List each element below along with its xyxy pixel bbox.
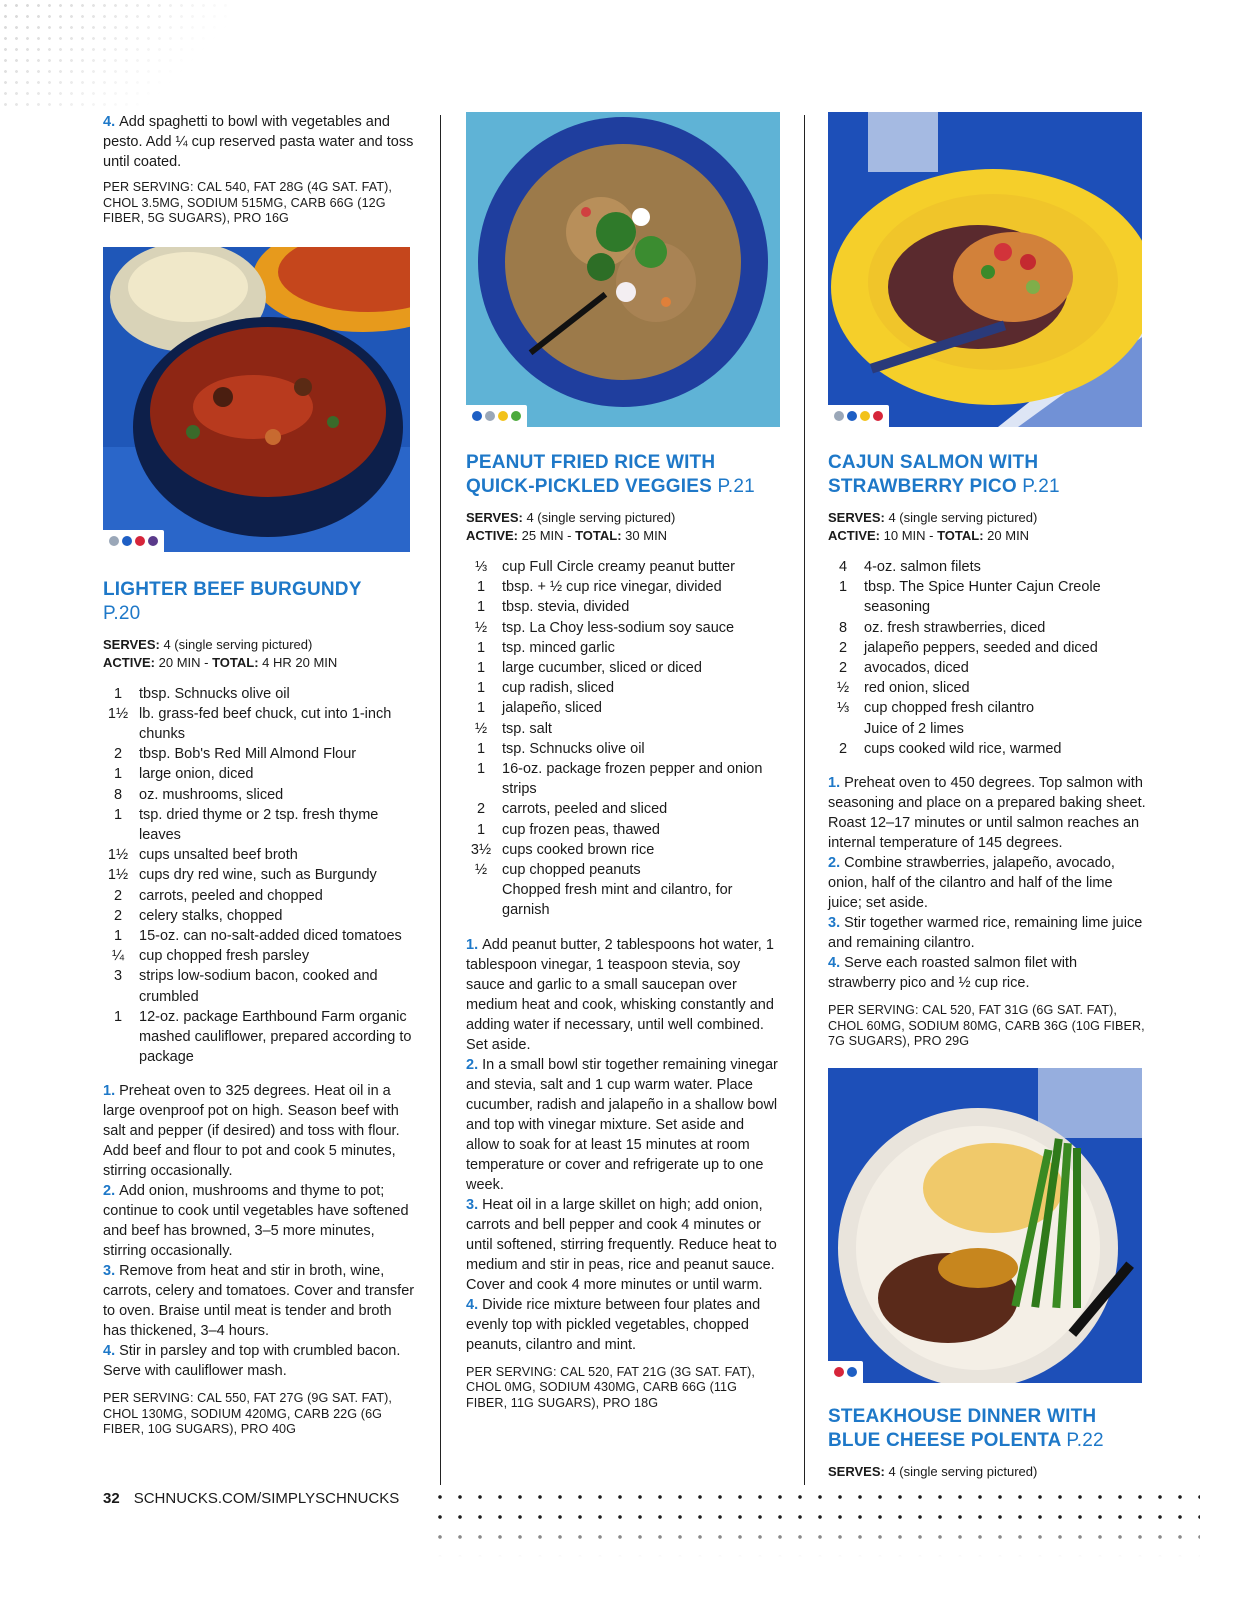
page-reference: P.21 — [717, 476, 755, 497]
ingredient: Juice of 2 limes — [864, 720, 964, 737]
page-reference: P.21 — [1022, 476, 1060, 497]
intro-nutrition: PER SERVING: CAL 540, FAT 28G (4G SAT. FAT), CHOL 3.5MG, SODIUM 515MG, CARB 66G (12G FIBER, 5G SUGARS), PRO 16G — [103, 180, 393, 225]
steakhouse-dinner-photo — [828, 1068, 1142, 1383]
direction-step: 2. In a small bowl stir together remaining vinegar and stevia, salt and 1 cup warm water. Place cucumber, radish and jalapeño in a shallow bowl and top with vinegar mixture. Set aside and allow to soak for at least 15 minutes at room temperature or cover and refrigerate up to one week. — [466, 1056, 778, 1193]
dietary-tags — [828, 405, 889, 427]
ingredient: ⅓ cup chopped fresh cilantro — [836, 700, 1035, 717]
direction-step: 3. Heat oil in a large skillet on high; add onion, carrots and bell pepper and cook 4 minutes or until softened, stirring frequently. Reduce heat to medium and stir in peas, rice and peanut sauce. Cover and cook 4 more minutes or until warm. — [466, 1196, 777, 1293]
ingredient: 1 cup frozen peas, thawed — [476, 821, 660, 838]
tag-dot-red — [834, 1367, 844, 1377]
direction-step: 4. Divide rice mixture between four plates and evenly top with pickled vegetables, chopped peanuts, cilantro and mint. — [466, 1296, 761, 1353]
dietary-tags — [103, 530, 164, 552]
serves-line: SERVES: 4 (single serving pictured) — [103, 636, 313, 652]
time-line: ACTIVE: 25 MIN - TOTAL: 30 MIN — [466, 528, 668, 543]
recipe-title: CAJUN SALMON WITH STRAWBERRY PICO P.21 — [828, 452, 1060, 497]
ingredient: ⅓ cup Full Circle creamy peanut butter — [474, 559, 735, 575]
ingredient: 1½ lb. grass-fed beef chuck, cut into 1-inch chunks — [107, 705, 392, 742]
nutrition-info: PER SERVING: CAL 520, FAT 31G (6G SAT. FAT), CHOL 60MG, SODIUM 80MG, CARB 36G (10G FIBER, 7G SUGARS), PRO 29G — [828, 1003, 1145, 1049]
tag-dot-gray — [834, 411, 844, 421]
directions — [828, 773, 1148, 993]
column-peanut-fried-rice — [466, 112, 781, 1411]
tag-dot-gray — [485, 411, 495, 421]
ingredient: 2 carrots, peeled and chopped — [113, 887, 323, 904]
cajun-salmon-photo — [828, 112, 1142, 427]
tag-dot-blue — [847, 1367, 857, 1377]
dietary-tags — [828, 1361, 863, 1383]
ingredient: 1 large onion, diced — [113, 766, 254, 783]
tag-dot-yellow — [498, 411, 508, 421]
ingredient: 1 15-oz. can no-salt-added diced tomatoes — [113, 927, 402, 944]
ingredient: 1 tbsp. The Spice Hunter Cajun Creole seasoning — [838, 579, 1101, 616]
ingredient-list — [828, 557, 1148, 759]
recipe-title: LIGHTER BEEF BURGUNDY P.20 — [103, 578, 362, 624]
column-beef-burgundy — [103, 112, 418, 1438]
ingredient: 1 tbsp. + ½ cup rice vinegar, divided — [476, 579, 722, 596]
page-reference: P.20 — [103, 602, 141, 624]
ingredient: ½ red onion, sliced — [836, 680, 970, 697]
direction-step: 1. Preheat oven to 325 degrees. Heat oil in a large ovenproof pot on high. Season beef with salt and pepper (if desired) and toss with flour. Add beef and flour to pot and cook 5 minutes, stirring occasionally. — [103, 1083, 400, 1180]
direction-step: 1. Preheat oven to 450 degrees. Top salmon with seasoning and place on a prepared baking sheet. Roast 12–17 minutes or until salmon reaches an internal temperature of 145 degrees. — [828, 775, 1146, 852]
tag-dot-purple — [148, 536, 158, 546]
time-line: ACTIVE: 20 MIN - TOTAL: 4 HR 20 MIN — [103, 654, 338, 670]
ingredient: 1 12-oz. package Earthbound Farm organic mashed cauliflower, prepared according to package — [113, 1008, 412, 1066]
direction-step: 2. Add onion, mushrooms and thyme to pot; continue to cook until vegetables have softened and beef has browned, 3–5 more minutes, stirring occasionally. — [103, 1183, 409, 1260]
decorative-dot-pattern-bottom — [430, 1487, 1200, 1557]
direction-step: 2. Combine strawberries, jalapeño, avocado, onion, half of the cilantro and half of the lime juice; set aside. — [828, 855, 1115, 912]
intro-step: 4. Add spaghetti to bowl with vegetables and pesto. Add ¼ cup reserved pasta water and toss until coated. — [103, 114, 414, 170]
decorative-dot-pattern-top — [0, 0, 230, 110]
footer-url[interactable]: SCHNUCKS.COM/SIMPLYSCHNUCKS — [133, 1490, 400, 1507]
page-number: 32 — [103, 1490, 120, 1507]
recipe-title: PEANUT FRIED RICE WITH QUICK-PICKLED VEGGIES P.21 — [466, 452, 755, 497]
ingredient: ¼ cup chopped fresh parsley — [111, 948, 310, 965]
serves-line: SERVES: 4 (single serving pictured) — [466, 510, 676, 525]
ingredient: 1 tsp. dried thyme or 2 tsp. fresh thyme leaves — [113, 806, 379, 843]
ingredient: 8 oz. fresh strawberries, diced — [838, 619, 1046, 636]
peanut-fried-rice-photo — [466, 112, 780, 427]
beef-burgundy-photo — [103, 247, 410, 552]
ingredient: 8 oz. mushrooms, sliced — [113, 786, 284, 803]
ingredient: 1 jalapeño, sliced — [476, 700, 602, 717]
tag-dot-gray — [109, 536, 119, 546]
ingredient: 1 cup radish, sliced — [476, 680, 615, 697]
nutrition-info: PER SERVING: CAL 520, FAT 21G (3G SAT. FAT), CHOL 0MG, SODIUM 430MG, CARB 66G (11G FIBER, 11G SUGARS), PRO 18G — [466, 1364, 756, 1410]
ingredient: 1 tsp. Schnucks olive oil — [476, 740, 645, 757]
nutrition-info: PER SERVING: CAL 550, FAT 27G (9G SAT. FAT), CHOL 130MG, SODIUM 420MG, CARB 22G (6G FIBER, 10G SUGARS), PRO 40G — [103, 1391, 393, 1437]
ingredient: 1 large cucumber, sliced or diced — [476, 660, 702, 677]
ingredient-list — [103, 684, 418, 1068]
ingredient: 2 cups cooked wild rice, warmed — [838, 740, 1062, 757]
serves-line: SERVES: 4 (single serving pictured) — [828, 510, 1038, 525]
recipe-title: STEAKHOUSE DINNER WITH BLUE CHEESE POLENTA P.22 — [828, 1405, 1104, 1451]
ingredient: Chopped fresh mint and cilantro, for garnish — [502, 882, 733, 919]
ingredient: 1 tbsp. Schnucks olive oil — [113, 685, 290, 702]
ingredient: 1½ cups unsalted beef broth — [107, 847, 298, 864]
direction-step: 4. Serve each roasted salmon filet with strawberry pico and ½ cup rice. — [828, 955, 1078, 992]
direction-step: 1. Add peanut butter, 2 tablespoons hot water, 1 tablespoon vinegar, 1 teaspoon stevia, soy sauce and garlic to a small saucepan over medium heat and cook, whisking constantly and adding water if necessary, until well combined. Set aside. — [466, 936, 774, 1053]
ingredient: ½ tsp. salt — [474, 720, 552, 737]
time-line: ACTIVE: 10 MIN - TOTAL: 20 MIN — [828, 528, 1030, 543]
ingredient: 2 celery stalks, chopped — [113, 907, 283, 924]
ingredient: 2 carrots, peeled and sliced — [476, 801, 668, 818]
ingredient: 1 tsp. minced garlic — [476, 639, 615, 656]
ingredient: 1 16-oz. package frozen pepper and onion strips — [476, 761, 763, 798]
ingredient-list — [466, 557, 781, 921]
ingredient: 1 tbsp. stevia, divided — [476, 599, 630, 616]
dietary-tags — [466, 405, 527, 427]
ingredient: 2 avocados, diced — [838, 660, 969, 677]
tag-dot-green — [511, 411, 521, 421]
directions — [103, 1081, 418, 1381]
ingredient: 3 strips low-sodium bacon, cooked and crumbled — [113, 968, 378, 1005]
ingredient: 2 tbsp. Bob's Red Mill Almond Flour — [113, 746, 357, 763]
column-cajun-salmon — [828, 112, 1148, 1481]
ingredient: ½ cup chopped peanuts — [474, 862, 641, 879]
page-reference: P.22 — [1066, 1429, 1104, 1451]
ingredient: ½ tsp. La Choy less-sodium soy sauce — [474, 619, 735, 636]
ingredient: 1½ cups dry red wine, such as Burgundy — [107, 867, 377, 884]
tag-dot-blue — [847, 411, 857, 421]
direction-step: 4. Stir in parsley and top with crumbled bacon. Serve with cauliflower mash. — [103, 1343, 401, 1380]
directions — [466, 935, 781, 1355]
column-divider — [804, 115, 805, 1485]
ingredient: 3½ cups cooked brown rice — [470, 841, 655, 858]
direction-step: 3. Remove from heat and stir in broth, wine, carrots, celery and tomatoes. Cover and transfer to oven. Braise until meat is tender and broth has thickened, 3–4 hours. — [103, 1263, 415, 1340]
tag-dot-blue — [122, 536, 132, 546]
tag-dot-blue — [472, 411, 482, 421]
column-divider — [440, 115, 441, 1485]
tag-dot-red — [135, 536, 145, 546]
ingredient: 4 4-oz. salmon filets — [838, 559, 981, 575]
tag-dot-red — [873, 411, 883, 421]
direction-step: 3. Stir together warmed rice, remaining lime juice and remaining cilantro. — [828, 915, 1143, 952]
tag-dot-yellow — [860, 411, 870, 421]
page-footer — [103, 1490, 399, 1507]
serves-line: SERVES: 4 (single serving pictured) — [828, 1463, 1038, 1479]
ingredient: 2 jalapeño peppers, seeded and diced — [838, 639, 1098, 656]
